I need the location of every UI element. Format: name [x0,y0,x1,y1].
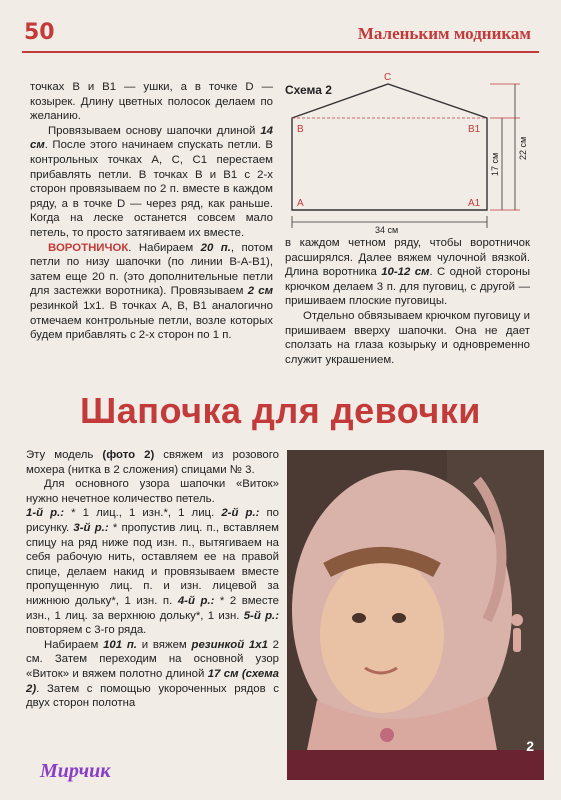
subheading: ВОРОТНИЧОК [48,241,129,254]
paragraph [30,241,273,343]
label-a1: А1 [468,198,481,209]
text-run: . С одной стороны крючком делаем 3 п. для пуговиц, с другой — пришиваем плоские пуговицы. [285,266,531,308]
text-run: 2 см. Затем переходим на основной узор «Виток» и вяжем полотно длиной [26,638,280,680]
paragraph [30,124,273,241]
emphasis: 17 см (схема 2) [26,667,279,695]
dim-width-label: 34 см [375,225,399,235]
photo-illustration [287,450,544,780]
emphasis: резинкой 1x1 [191,638,268,651]
paragraph: Отдельно обвязываем крючком пуговицу и пришиваем вверху шапочки. Она не дает сползать на глаза козырьку и одновременно служит украшением. [285,309,530,366]
emphasis: 14 см [30,124,273,152]
row-label: 4-й р.: [177,594,215,607]
text-run: * пропустив лиц. п., вставляем спицу на ряд ниже под изн. п., вытягиваем на себя рабочую нить, оставляем ее на правой спице, делаем накид и провязываем вместе пропущенную лиц. п. и изн. лицевой за нижнюю дольку*, 1 изн. п. [26,521,280,607]
page-header [0,18,561,50]
row-label: 5-й р.: [243,609,279,622]
text-run: . Затем с помощью укороченных рядов с двух сторон полотна [26,682,279,710]
right-column-top [285,236,530,367]
text-run: Набираем [44,638,104,651]
scheme-svg [280,70,535,235]
header-divider [22,51,539,53]
text-run: * 2 вместе изн., 1 лиц. за верхнюю дольку*, 1 изн. [26,594,279,622]
label-b: В [297,124,304,135]
row-label: 2-й р.: [221,507,260,520]
diagram-title: Схема 2 [285,83,332,97]
scheme-2-diagram [280,70,535,235]
emphasis: 101 п. [103,638,137,651]
text-run: резинкой 1x1. В точках А, В, В1 аналогично отмечаем контрольные петли, возле которых будем прибавлять с 2-х сторон по 1 п. [30,299,273,342]
text-run: по рисунку. [26,507,279,534]
dim-side-label: 17 см [490,152,500,176]
paragraph [26,506,279,637]
text-run: . После этого начинаем спускать петли. В контрольных точках А, С, С1 перестаем прибавлять петли. В точках В и В1 с 2-х сторон провязываем по 2 п. вместе в каждом ряду, а в точке D — через ряд, как раньше. Когда на леске останется совсем мало петель, то просто затягиваем их вместе. [30,139,273,239]
text-run: в каждом четном ряду, чтобы воротничок расширялся. Далее вяжем чулочной вязкой. Длина воротника [285,237,530,279]
paragraph [26,638,279,711]
text-run: Провязываем основу шапочки длиной [48,124,261,137]
label-c: С [384,72,392,83]
text-run: * 1 лиц., 1 изн.*, 1 лиц. [64,507,222,520]
text-run: и вяжем [136,638,192,651]
label-b1: В1 [468,124,481,135]
paragraph: Для основного узора шапочки «Виток» нужно нечетное количество петель. [26,478,279,505]
text-run: , потом петли по низу шапочки (по линии В-А-В1), затем еще 20 п. (это дополнительные петли для застежки воротника). Провязываем [30,241,274,298]
label-a: А [297,198,304,209]
girl-hat-photo [287,450,544,780]
article-title: Шапочка для девочки [80,390,481,431]
emphasis: 20 п. [200,241,231,254]
watermark-signature: Мирчик [40,760,111,782]
photo-ref: (фото 2) [102,449,155,461]
text-run: свяжем из розового мохера (нитка в 2 сложения) спицами № 3. [26,449,279,476]
left-column-top [30,80,273,343]
row-label: 1-й р.: [26,507,65,520]
paragraph [26,448,279,477]
text-run: Эту модель [26,449,103,461]
paragraph: точках В и В1 — ушки, а в точке D — козырек. Длину цветных полосок делаем по желанию. [30,81,273,123]
text-run: повторяем с 3-го ряда. [26,624,147,637]
paragraph [285,236,530,309]
row-label: 3-й р.: [73,521,109,534]
emphasis: 10-12 см [381,266,430,279]
section-title: Маленьким модникам [357,24,531,43]
dim-total-label: 22 см [518,136,528,160]
text-run: . Набираем [128,241,201,254]
left-column-bottom [26,448,279,711]
pattern-outline [292,84,487,210]
emphasis: 2 см [247,285,273,298]
page-number: 50 [24,20,55,45]
photo-number: 2 [526,738,534,754]
